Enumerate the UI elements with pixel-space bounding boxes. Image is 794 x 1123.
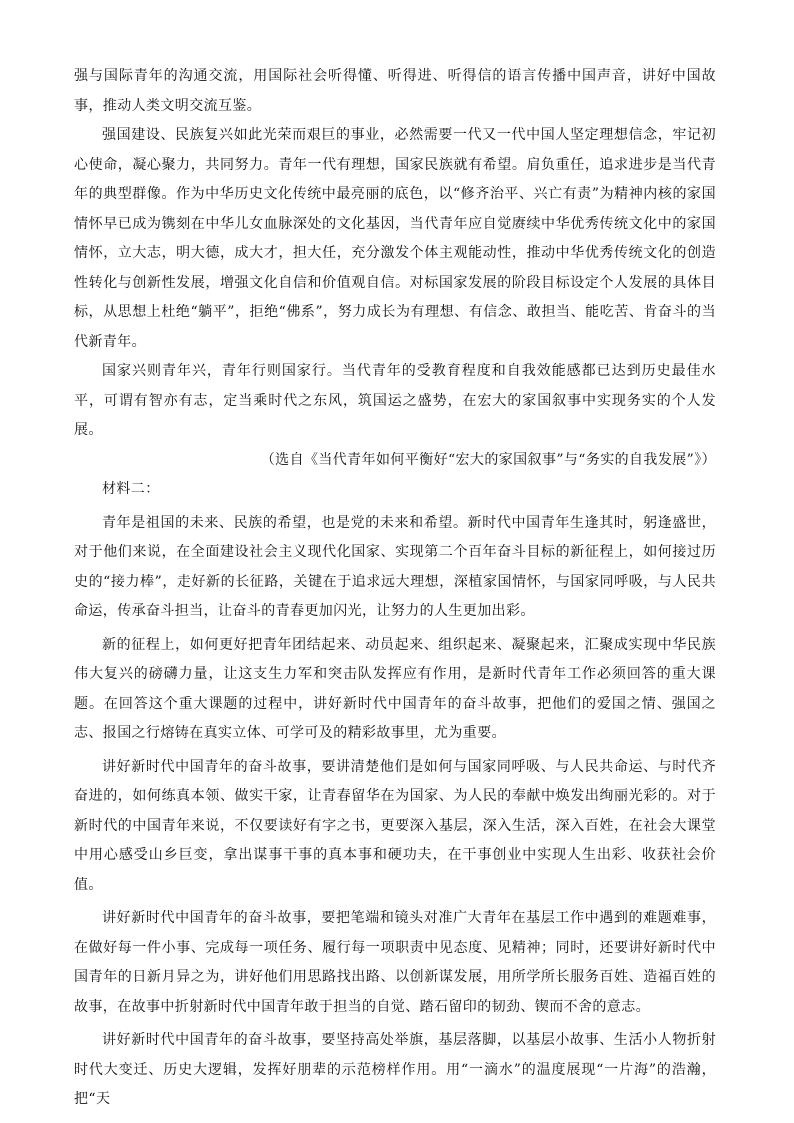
material2-paragraph-role-models: 讲好新时代中国青年的奋斗故事，要坚持高处举旗，基层落脚，以基层小故事、生活小人物折射时代大变迁、历史大逻辑，发挥好朋辈的示范榜样作用。用“一滴水”的温度展现“一片海”的浩瀚，把“天: [74, 1032, 716, 1107]
paragraph-continued-intro: 强与国际青年的沟通交流，用国际社会听得懂、听得进、听得信的语言传播中国声音，讲好中国故事，推动人类文明交流互鉴。: [74, 68, 716, 114]
material2-paragraph-tell-stories: 讲好新时代中国青年的奋斗故事，要讲清楚他们是如何与国家同呼吸、与人民共命运、与时代齐奋进的，如何练真本领、做实干家，让青春留华在为国家、为人民的奉献中焕发出绚丽光彩的。对于新时代的中国青年来说，不仅要读好有字之书，更要深入基层，深入生活，深入百姓，在社会大课堂中用心感受山乡巨变，拿出谋事干事的真本事和硬功夫，在干事创业中实现人生出彩、收获社会价值。: [74, 758, 716, 893]
source-citation: （选自《当代青年如何平衡好“宏大的家国叙事”与“务实的自我发展”》）: [260, 451, 716, 468]
paragraph-nation-youth: 国家兴则青年兴，青年行则国家行。当代青年的受教育程度和自我效能感都已达到历史最佳水平，可谓有智亦有志，定当乘时代之东风，筑国运之盛势，在宏大的家国叙事中实现务实的个人发展。: [74, 363, 716, 438]
material-two-label: 材料二：: [102, 481, 160, 497]
material2-paragraph-youth-future: 青年是祖国的未来、民族的希望，也是党的未来和希望。新时代中国青年生逢其时，躬逢盛世，对于他们来说，在全面建设社会主义现代化国家、实现第二个百年奋斗目标的新征程上，如何接过历史的“接力棒”，走好新的长征路，关键在于追求远大理想，深植家国情怀，与国家同呼吸，与人民共命运，传承奋斗担当，让奋斗的青春更加闪光，让努力的人生更加出彩。: [74, 514, 716, 619]
material2-paragraph-new-journey: 新的征程上，如何更好把青年团结起来、动员起来、组织起来、凝聚起来，汇聚成实现中华民族伟大复兴的磅礴力量，让这支生力军和突击队发挥应有作用，是新时代青年工作必须回答的重大课题。在回答这个重大课题的过程中，讲好新时代中国青年的奋斗故事，把他们的爱国之情、强国之志、报国之行熔铸在真实立体、可学可及的精彩故事里，尤为重要。: [74, 636, 716, 741]
document-page: [74, 62, 716, 1115]
material2-paragraph-grassroots: 讲好新时代中国青年的奋斗故事，要把笔端和镜头对准广大青年在基层工作中遇到的难题难事，在做好每一件小事、完成每一项任务、履行每一项职责中见态度、见精神；同时，还要讲好新时代中国青年的日新月异之为，讲好他们用思路找出路、以创新谋发展，用所学所长服务百姓、造福百姓的故事，在故事中折射新时代中国青年敢于担当的自觉、踏石留印的韧劲、锲而不舍的意志。: [74, 910, 716, 1015]
paragraph-nation-building: 强国建设、民族复兴如此光荣而艰巨的事业，必然需要一代又一代中国人坚定理想信念，牢记初心使命，凝心聚力，共同努力。青年一代有理想，国家民族就有希望。肩负重任，追求进步是当代青年的典型群像。作为中华历史文化传统中最亮丽的底色，以“修齐治平、兴亡有责”为精神内核的家国情怀早已成为镌刻在中华儿女血脉深处的文化基因，当代青年应自觉赓续中华优秀传统文化中的家国情怀，立大志，明大德，成大才，担大任，充分激发个体主观能动性，推动中华优秀传统文化的创造性转化与创新性发展，增强文化自信和价值观自信。对标国家发展的阶段目标设定个人发展的具体目标，从思想上杜绝“躺平”，拒绝“佛系”，努力成长为有理想、有信念、敢担当、能吃苦、肯奋斗的当代新青年。: [74, 127, 716, 350]
